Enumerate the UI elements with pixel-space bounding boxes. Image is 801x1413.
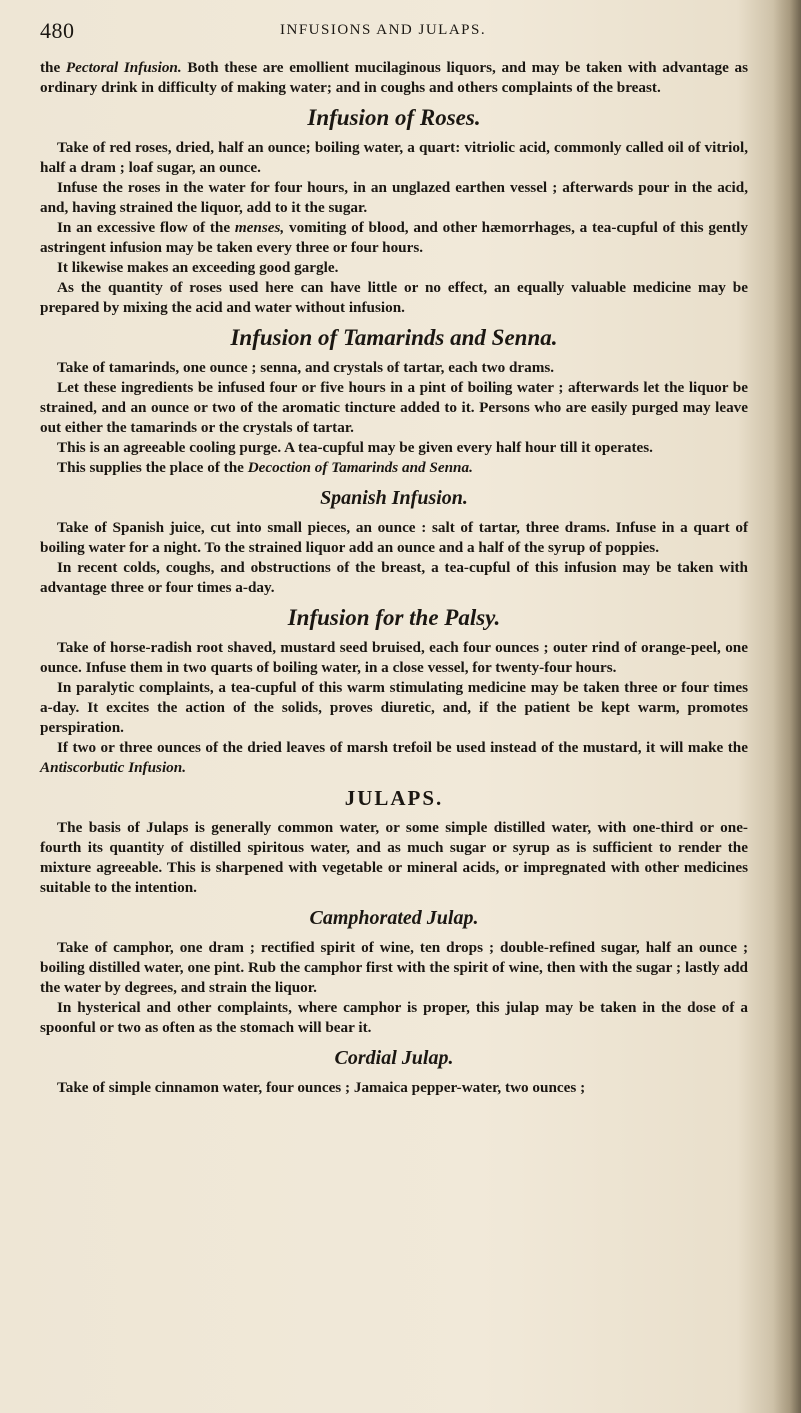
roses-paragraph-3 xyxy=(40,218,748,258)
roses-paragraph-2: Infuse the roses in the water for four hours, in an unglazed earthen vessel ; afterwards pour in the acid, and, having strained the liquor, add to it the sugar. xyxy=(40,179,748,216)
roses-p3-text: vomiting of blood, and other hæmorrhages, a tea-cupful of this gently astringent infusion may be taken every three or four hours. xyxy=(40,219,748,256)
heading-infusion-of-roses: Infusion of Roses. xyxy=(307,105,481,130)
antiscorbutic-ref: Antiscorbutic Infusion. xyxy=(40,759,187,776)
roses-paragraph-1: Take of red roses, dried, half an ounce; boiling water, a quart: vitriolic acid, commonly called oil of vitriol, half a dram ; loaf sugar, an ounce. xyxy=(40,139,748,176)
page-header xyxy=(40,18,740,48)
heading-camphorated-julap: Camphorated Julap. xyxy=(309,907,479,929)
spanish-paragraph-1: Take of Spanish juice, cut into small pieces, an ounce : salt of tartar, three drams. Infuse in a quart of boiling water for a night. To the strained liquor add an ounce and a half of the syrup of poppies. xyxy=(40,519,748,556)
palsy-p3-lead: If two or three ounces of the dried leaves of marsh trefoil be used instead of the mustard, it will make the xyxy=(57,739,748,756)
page-number: 480 xyxy=(40,18,75,43)
camphorated-paragraph-2: In hysterical and other complaints, where camphor is proper, this julap may be taken in the dose of a spoonful or two as often as the stomach will bear it. xyxy=(40,999,748,1036)
tamarinds-p4-lead: This supplies the place of the xyxy=(57,459,248,476)
menses-term: menses, xyxy=(234,219,285,236)
roses-paragraph-4: It likewise makes an exceeding good gargle. xyxy=(57,259,339,276)
tamarinds-paragraph-3: This is an agreeable cooling purge. A tea-cupful may be given every half hour till it operates. xyxy=(57,439,653,456)
decoction-ref: Decoction of Tamarinds and Senna. xyxy=(247,459,473,476)
page-body xyxy=(40,58,748,1098)
heading-cordial-julap: Cordial Julap. xyxy=(334,1047,454,1069)
heading-tamarinds-senna: Infusion of Tamarinds and Senna. xyxy=(230,325,558,350)
roses-paragraph-5: As the quantity of roses used here can have little or no effect, an equally valuable medicine may be prepared by mixing the acid and water without infusion. xyxy=(40,279,748,316)
spanish-paragraph-2: In recent colds, coughs, and obstructions of the breast, a tea-cupful of this infusion may be taken with advantage three or four times a-day. xyxy=(40,559,748,596)
camphorated-paragraph-1: Take of camphor, one dram ; rectified spirit of wine, ten drops ; double-refined sugar, half an ounce ; boiling distilled water, one pint. Rub the camphor first with the spirit of wine, then with the sugar ; lastly add the water by degrees, and strain the liquor. xyxy=(40,939,748,996)
roses-p3-lead: In an excessive flow of the xyxy=(57,219,235,236)
running-head: INFUSIONS AND JULAPS. xyxy=(280,22,487,38)
pectoral-infusion-ref: Pectoral Infusion. xyxy=(65,59,182,76)
page-edge-shadow xyxy=(773,0,801,1413)
intro-paragraph xyxy=(40,58,748,98)
heading-infusion-palsy: Infusion for the Palsy. xyxy=(287,605,501,630)
heading-spanish-infusion: Spanish Infusion. xyxy=(320,487,468,509)
palsy-paragraph-3 xyxy=(40,738,748,778)
tamarinds-paragraph-2: Let these ingredients be infused four or five hours in a pint of boiling water ; afterwards let the liquor be strained, and an ounce or two of the aromatic tincture added to it. Persons who are easily purged may leave out either the tamarinds or the crystals of tartar. xyxy=(40,379,748,436)
palsy-paragraph-1: Take of horse-radish root shaved, mustard seed bruised, each four ounces ; outer rind of orange-peel, one ounce. Infuse them in two quarts of boiling water, in a close vessel, for twenty-four hours. xyxy=(40,639,748,676)
intro-text: Both these are emollient mucilaginous liquors, and may be taken with advantage as ordinary drink in difficulty of making water; and in coughs and others complaints of the breast. xyxy=(40,59,749,96)
tamarinds-paragraph-4 xyxy=(40,458,748,478)
tamarinds-paragraph-1: Take of tamarinds, one ounce ; senna, and crystals of tartar, each two drams. xyxy=(57,359,555,376)
palsy-paragraph-2: In paralytic complaints, a tea-cupful of this warm stimulating medicine may be taken three or four times a-day. It excites the action of the solids, proves diuretic, and, if the patient be kept warm, promotes perspiration. xyxy=(40,679,748,736)
cordial-paragraph-1: Take of simple cinnamon water, four ounces ; Jamaica pepper-water, two ounces ; xyxy=(57,1079,586,1096)
julaps-paragraph-1: The basis of Julaps is generally common water, or some simple distilled water, with one-third or one-fourth its quantity of distilled spiritous water, and as much sugar or syrup as is sufficient to render the mixture agreeable. This is sharpened with vegetable or mineral acids, or impregnated with other medicines suitable to the intention. xyxy=(40,819,748,896)
heading-julaps: JULAPS. xyxy=(344,786,444,810)
intro-lead: the xyxy=(40,59,66,76)
